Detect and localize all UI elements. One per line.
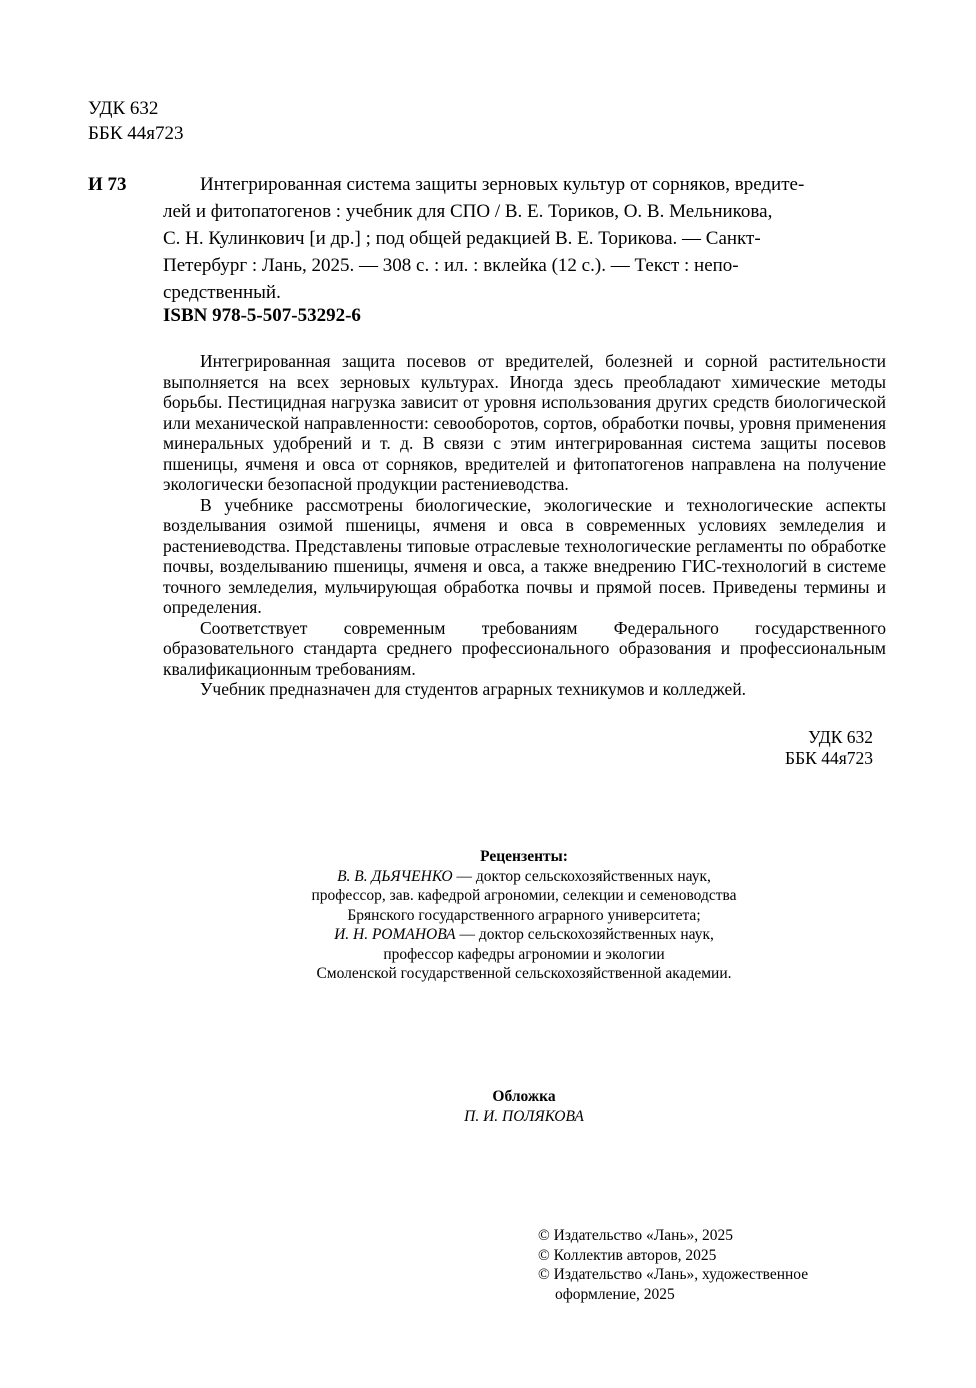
udk-code: УДК 632 (88, 98, 159, 119)
reviewer-2 (276, 925, 772, 945)
reviewer-1-name: В. В. ДЬЯЧЕНКО (337, 867, 453, 885)
reviewers-block (276, 847, 772, 984)
reviewer-1-position: профессор, зав. кафедрой агрономии, селекции и семеноводства (311, 887, 737, 904)
reviewer-2-affiliation: Смоленской государственной сельскохозяйственной академии. (316, 965, 732, 982)
copyright-line: © Коллектив авторов, 2025 (538, 1246, 717, 1264)
reviewer-1-affiliation: Брянского государственного аграрного университета; (347, 906, 701, 924)
bbk-code: ББК 44я723 (785, 748, 873, 768)
biblio-line: С. Н. Кулинкович [и др.] ; под общей редакцией В. Е. Торикова. — Санкт- (163, 228, 761, 249)
annotation-paragraph: Учебник предназначен для студентов аграрных техникумов и колледжей. (200, 679, 747, 699)
reviewer-1-title: — доктор сельскохозяйственных наук, (452, 867, 711, 885)
annotation-paragraph: В учебнике рассмотрены биологические, экологические и технологические аспекты возделывания озимой пшеницы, ячменя и овса в современных условиях земледелия и растениеводства. Представлены типовые отраслевые технологические регламенты по обработке почвы, возделыванию пшеницы, ячменя и овса, а также внедрению ГИС-технологий в системе точного земледелия, мульчирующая обработка почвы и прямой посев. Приведены термины и определения. (163, 494, 886, 617)
biblio-line: Интегрированная система защиты зерновых культур от сорняков, вредите- (200, 174, 805, 195)
cover-heading: Обложка (492, 1088, 556, 1105)
bbk-code: ББК 44я723 (88, 123, 184, 144)
cover-credit (276, 1087, 772, 1126)
isbn: ISBN 978-5-507-53292-6 (163, 305, 361, 326)
copyright-line: © Издательство «Лань», художественное (538, 1266, 809, 1283)
reviewer-2-title: — доктор сельскохозяйственных наук, (455, 926, 714, 943)
biblio-line: Петербург : Лань, 2025. — 308 с. : ил. : вклейка (12 с.). — Текст : непо- (163, 255, 739, 276)
annotation-paragraph: Интегрированная защита посевов от вредителей, болезней и сорной растительности выполняется на всех зерновых культурах. Иногда здесь преобладают химические методы борьбы. Пестицидная нагрузка зависит от уровня использования других средств биологической или механической направленности: севооборотов, сортов, обработки почвы, уровня применения минеральных удобрений и т. д. В связи с этим интегрированная система защиты посевов пшеницы, ячменя и овса от сорняков, вредителей и фитопатогенов направлена на получение экологически безопасной продукции растениеводства. (163, 351, 886, 494)
cover-designer: П. И. ПОЛЯКОВА (464, 1107, 584, 1125)
reviewer-2-name: И. Н. РОМАНОВА (334, 926, 456, 943)
annotation-paragraph: Соответствует современным требованиям Федерального государственного образовательного стандарта среднего профессионального образования и профессиональным квалификационным требованиям. (163, 617, 886, 679)
copyright-line: оформление, 2025 (555, 1285, 675, 1303)
reviewer-2-position: профессор кафедры агрономии и экологии (383, 945, 665, 963)
bottom-classification-codes (700, 727, 873, 769)
biblio-line: лей и фитопатогенов : учебник для СПО / В. Е. Ториков, О. В. Мельникова, (163, 201, 773, 222)
biblio-line: средственный. (163, 282, 281, 303)
copyright-line: © Издательство «Лань», 2025 (538, 1227, 734, 1244)
bibliographic-description (163, 171, 886, 306)
reviewers-heading: Рецензенты: (480, 848, 568, 865)
reviewer-1 (276, 867, 772, 887)
annotation (163, 351, 886, 700)
udk-code: УДК 632 (808, 727, 873, 747)
copyright-block (538, 1226, 808, 1304)
author-code: И 73 (88, 174, 127, 195)
top-classification-codes (88, 96, 183, 146)
